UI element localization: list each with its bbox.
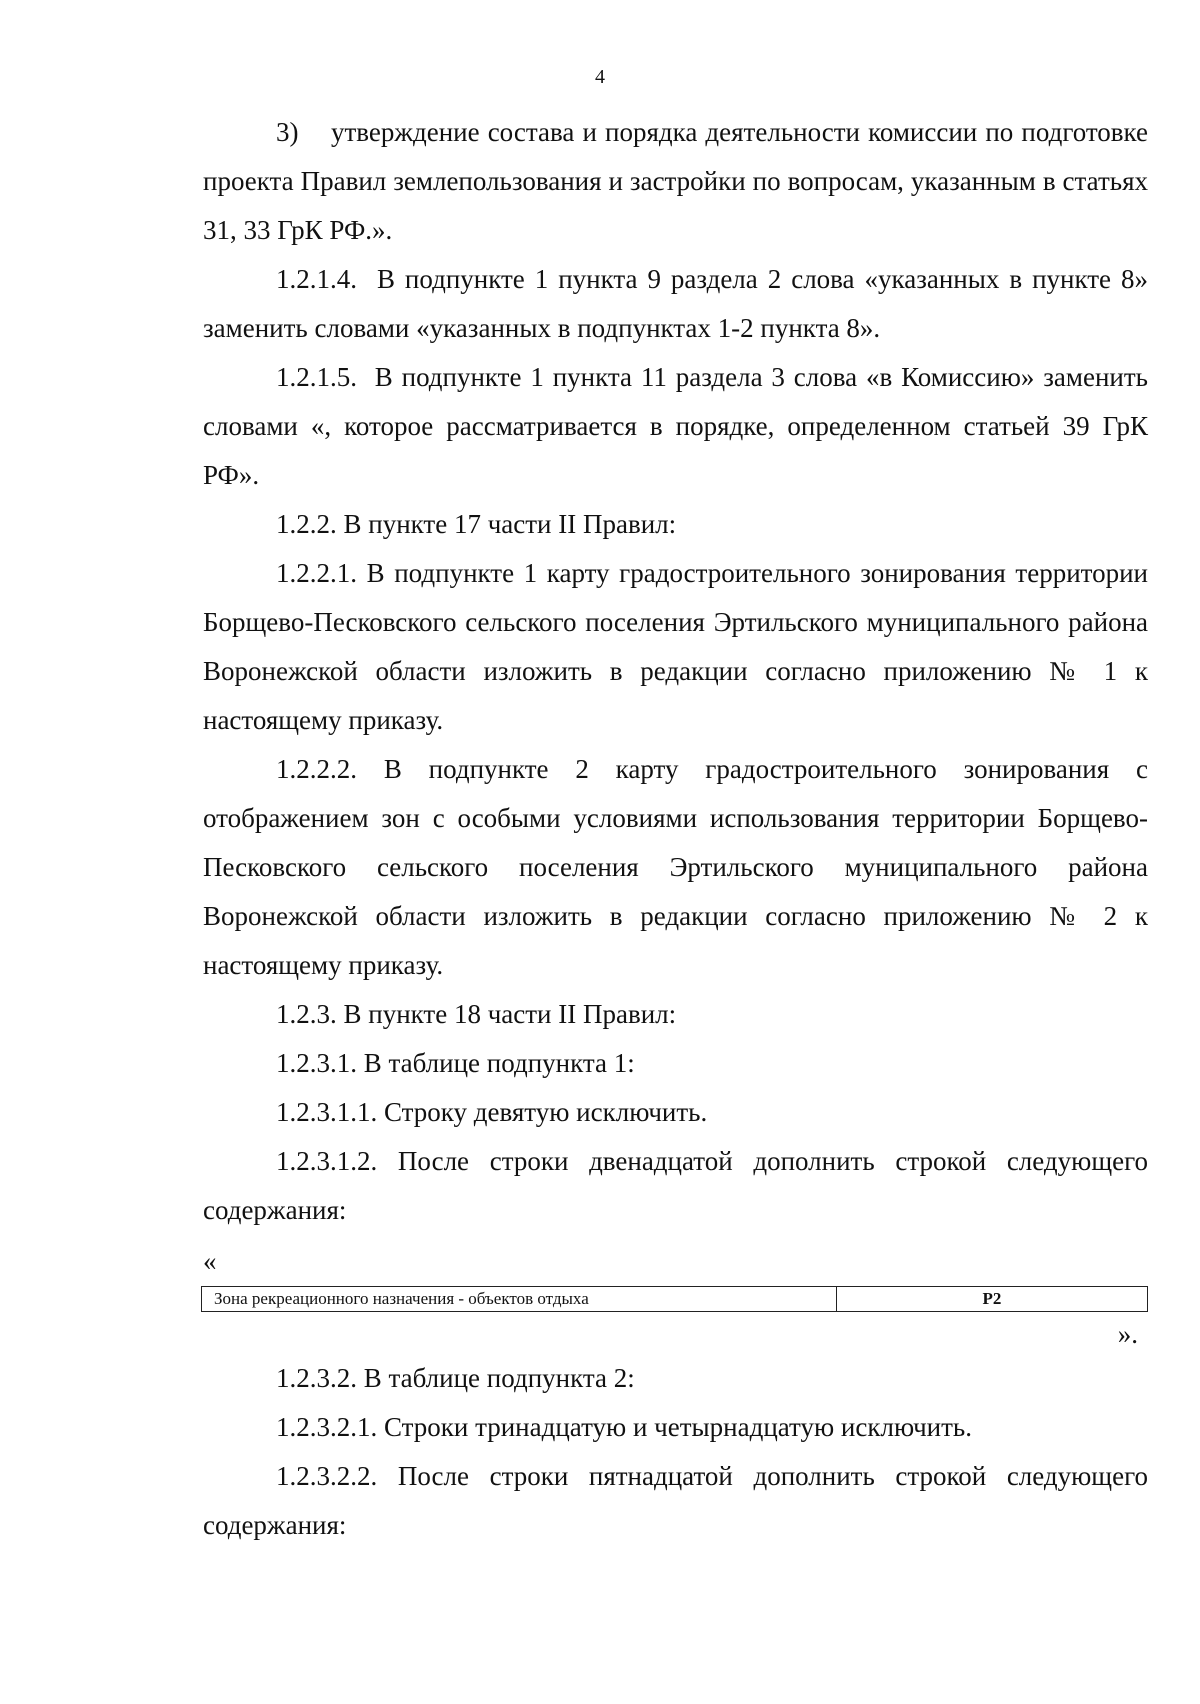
paragraph: 1.2.3. В пункте 18 части II Правил: bbox=[276, 999, 677, 1029]
inserted-table bbox=[201, 1286, 1148, 1312]
body-text-top bbox=[203, 108, 1148, 1235]
zone-name-cell: Зона рекреационного назначения - объектов отдыха bbox=[202, 1287, 837, 1312]
paragraph: 1.2.3.1.2. После строки двенадцатой дополнить строкой следующего содержания: bbox=[203, 1146, 1148, 1225]
paragraph: 1.2.3.2.1. Строки тринадцатую и четырнадцатую исключить. bbox=[276, 1412, 972, 1442]
zone-code-cell: Р2 bbox=[837, 1287, 1148, 1312]
body-text-bottom bbox=[203, 1354, 1148, 1550]
paragraph: 1.2.2. В пункте 17 части II Правил: bbox=[276, 509, 677, 539]
paragraph: 3) утверждение состава и порядка деятельности комиссии по подготовке проекта Правил землепользования и застройки по вопросам, указанным в статьях 31, 33 ГрК РФ.». bbox=[203, 117, 1148, 245]
page-number: 4 bbox=[595, 66, 605, 88]
paragraph: 1.2.2.2. В подпункте 2 карту градостроительного зонирования с отображением зон с особыми условиями использования территории Борщево-Песковского сельского поселения Эртильского муниципального района Воронежской области изложить в редакции согласно приложению № 2 к настоящему приказу. bbox=[203, 754, 1148, 980]
table-row bbox=[202, 1287, 1148, 1312]
closing-quote: ». bbox=[1117, 1319, 1138, 1349]
paragraph: 1.2.1.5. В подпункте 1 пункта 11 раздела 3 слова «в Комиссию» заменить словами «, которое рассматривается в порядке, определенном статьей 39 ГрК РФ». bbox=[203, 362, 1148, 490]
paragraph: 1.2.1.4. В подпункте 1 пункта 9 раздела 2 слова «указанных в пункте 8» заменить словами «указанных в подпунктах 1-2 пункта 8». bbox=[203, 264, 1148, 343]
paragraph: 1.2.3.2.2. После строки пятнадцатой дополнить строкой следующего содержания: bbox=[203, 1461, 1148, 1540]
paragraph: 1.2.3.2. В таблице подпункта 2: bbox=[276, 1363, 635, 1393]
paragraph: 1.2.2.1. В подпункте 1 карту градостроительного зонирования территории Борщево-Песковского сельского поселения Эртильского муниципального района Воронежской области изложить в редакции согласно приложению № 1 к настоящему приказу. bbox=[203, 558, 1148, 735]
paragraph: 1.2.3.1. В таблице подпункта 1: bbox=[276, 1048, 635, 1078]
paragraph: 1.2.3.1.1. Строку девятую исключить. bbox=[276, 1097, 708, 1127]
opening-quote: « bbox=[203, 1246, 217, 1276]
